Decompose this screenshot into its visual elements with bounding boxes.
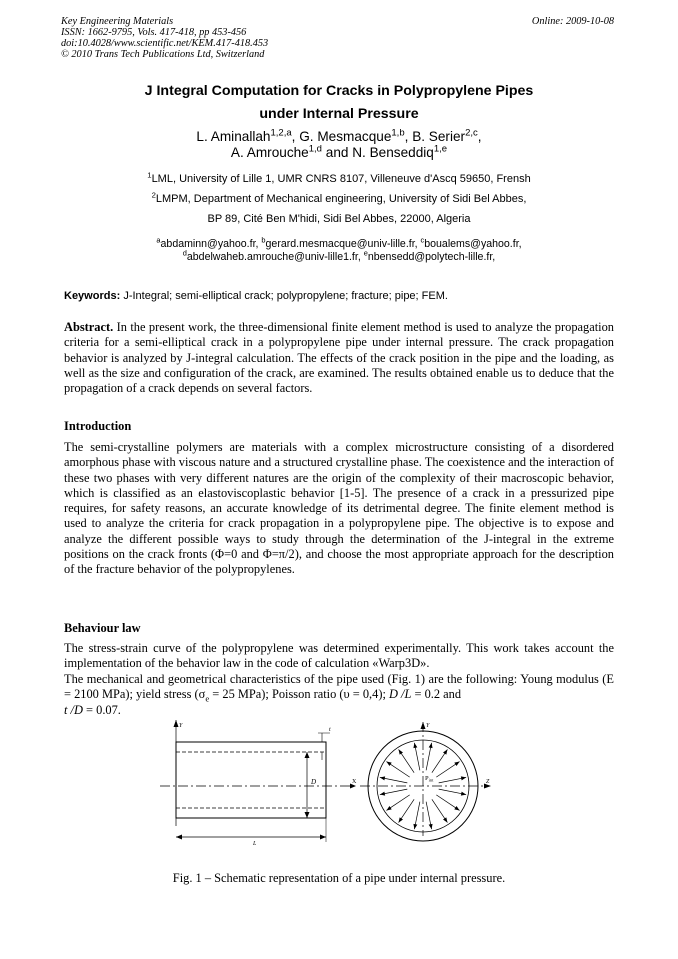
- author-name: A. Amrouche: [230, 145, 309, 160]
- label-y-left: Y: [179, 723, 183, 729]
- pressure-arrow-head: [386, 762, 391, 766]
- pressure-arrow-head: [399, 749, 403, 754]
- behaviour-paragraph-1: The stress-strain curve of the polypropylene was determined experimentally. This work takes account the implementation of the behavior law in the code of calculation «Warp3D».: [64, 641, 614, 671]
- abstract-label: Abstract.: [64, 320, 114, 334]
- pressure-arrow-head: [443, 749, 447, 754]
- y-axis-left-arrow: [174, 720, 179, 727]
- author-sup: 1,e: [433, 143, 448, 155]
- pressure-arrow-head: [399, 817, 403, 822]
- dimension-l-arrow-left: [176, 835, 182, 840]
- dimension-d-arrow-bottom: [305, 812, 310, 818]
- abstract-text: In the present work, the three-dimensional finite element method is used to analyze the propagation criteria for a semi-elliptical crack in a polypropylene pipe under internal pressure. The crack propagation behavior is analyzed by J-integral calculation. The effects of the crack position in the pipe and the loading, as well as the size and configuration of the crack, are examined. The results obtained enable us to deduce that the propagation of a crack depends on several factors.: [64, 320, 614, 396]
- affiliation-1: LML, University of Lille 1, UMR CNRS 8107, Villeneuve d'Ascq 59650, Frensh: [151, 173, 531, 185]
- keywords-text: J-Integral; semi-elliptical crack; polypropylene; fracture; pipe; FEM.: [123, 290, 448, 302]
- pressure-arrow-head: [429, 743, 433, 748]
- email-b[interactable]: gerard.mesmacque@univ-lille.fr,: [265, 238, 418, 250]
- doi: doi:10.4028/www.scientific.net/KEM.417-418.453: [61, 38, 269, 49]
- paper-title: [0, 83, 678, 123]
- pressure-arrow-head: [461, 776, 466, 780]
- label-t: t: [329, 727, 331, 733]
- label-d: D: [311, 778, 317, 786]
- pressure-arrow-head: [380, 792, 385, 796]
- author-name: N. Benseddiq: [352, 145, 434, 160]
- online-date: Online: 2009-10-08: [531, 16, 614, 27]
- author-sup: 1,b: [391, 127, 405, 139]
- title-line-2: under Internal Pressure: [259, 106, 419, 122]
- affil-sup: 2: [151, 190, 156, 200]
- pressure-arrow-head: [413, 743, 417, 748]
- affil-sup: 1: [147, 170, 152, 180]
- pressure-arrow-head: [386, 806, 391, 810]
- keywords: [64, 289, 614, 303]
- abstract: [64, 320, 614, 396]
- dimension-l-arrow-right: [320, 835, 326, 840]
- author-name: B. Serier: [412, 129, 466, 144]
- pressure-arrow-head: [443, 817, 447, 822]
- pipe-schematic-figure: [150, 716, 500, 856]
- author-sup: 1,2,a: [270, 127, 292, 139]
- label-pressure: $P_{int}$: [425, 775, 434, 783]
- pressure-arrow-head: [413, 824, 417, 829]
- pressure-arrow-head: [454, 762, 459, 766]
- ratio-t-d-value: = 0.07.: [82, 702, 121, 717]
- pressure-arrow-head: [429, 824, 433, 829]
- issn: ISSN: 1662-9795, Vols. 417-418, pp 453-456: [61, 27, 247, 38]
- figure-caption: Fig. 1 – Schematic representation of a pipe under internal pressure.: [172, 871, 506, 885]
- label-x: X: [352, 779, 357, 785]
- behaviour-p2-start: The mechanical and geometrical characteristics of the pipe used (Fig. 1) are the following: Young modulus (E = 2100 MPa); yield stress (σ: [64, 672, 614, 702]
- behaviour-heading: Behaviour law: [64, 621, 141, 635]
- pressure-arrow-head: [380, 776, 385, 780]
- title-line-1: J Integral Computation for Cracks in Polypropylene Pipes: [144, 83, 534, 99]
- author-sup: 1,d: [308, 143, 322, 155]
- introduction-text: The semi-crystalline polymers are materials with a complex microstructure consisting of a disordered amorphous phase with viscous nature and a structured crystalline phase. The coexistence and the interaction of these two phases with very different natures are the origin of the complexity of their macroscopic behavior, which is classified as an elastoviscoplastic behavior [1-5]. The presence of a crack in a pressurized pipe requires, for safety reasons, an accurate knowledge of its detrimental degree. The finite element method is used to analyze the criteria for crack propagation in a polypropylene pipe. The objective is to expose and analyze the different possible ways to study through the determination of the J-integral in the extreme positions on the crack fronts (Φ=0 and Φ=π/2), and choose the most appropriate approach for the description of the fracture behavior of the polypropylenes.: [64, 440, 614, 577]
- keywords-label: Keywords:: [64, 290, 121, 302]
- affiliation-2-line-2: BP 89, Cité Ben M'hidi, Sidi Bel Abbes, 22000, Algeria: [207, 213, 471, 225]
- label-l: L: [253, 841, 257, 847]
- behaviour-paragraph-2: [64, 672, 614, 718]
- introduction-heading: Introduction: [64, 419, 132, 433]
- author-name: G. Mesmacque: [299, 129, 392, 144]
- pipe-side-view: [160, 720, 356, 842]
- pressure-arrow-head: [461, 792, 466, 796]
- dimension-d-arrow-top: [305, 752, 310, 758]
- author-name: L. Aminallah: [196, 129, 271, 144]
- email-d[interactable]: abdelwaheb.amrouche@univ-lille1.fr,: [186, 250, 361, 263]
- email-e[interactable]: nbensedd@polytech-lille.fr,: [367, 250, 496, 263]
- email-list: $^a$abdaminn@yahoo.fr, $^b$gerard.mesmacque@univ-lille.fr, $^c$boualems@yahoo.fr, $^d$abdelwaheb.amrouche@univ-lille1.fr, $^e$nbensedd@polytech-lille.fr,: [156, 235, 522, 263]
- affiliations: [0, 170, 678, 226]
- pipe-outline: [176, 742, 326, 818]
- ratio-t-d: t /D: [64, 702, 83, 717]
- behaviour-p2-mid: = 25 MPa); Poisson ratio (υ = 0,4);: [209, 687, 390, 702]
- ratio-d-l: D /L: [389, 687, 412, 702]
- email-c[interactable]: boualems@yahoo.fr,: [424, 238, 522, 250]
- copyright: © 2010 Trans Tech Publications Ltd, Switzerland: [61, 49, 265, 60]
- author-sup: 2,c: [465, 127, 478, 139]
- label-z: Z: [486, 779, 490, 785]
- author-list: L. Aminallah$^{1,2,a}$, G. Mesmacque$^{1,b}$, B. Serier$^{2,c}$, A. Amrouche$^{1,d}$ and N. Benseddiq$^{1,e}$: [196, 127, 482, 160]
- running-header: [61, 16, 268, 60]
- journal-name: Key Engineering Materials: [61, 16, 174, 27]
- y-axis-right-arrow: [421, 722, 426, 729]
- label-y-right: Y: [426, 723, 430, 729]
- affiliation-2-line-1: LMPM, Department of Mechanical engineering, University of Sidi Bel Abbes,: [155, 193, 527, 205]
- sigma-subscript: e: [205, 693, 210, 704]
- ratio-d-l-value: = 0.2 and: [411, 687, 462, 702]
- pressure-arrow-head: [454, 806, 459, 810]
- email-a[interactable]: abdaminn@yahoo.fr,: [160, 238, 259, 250]
